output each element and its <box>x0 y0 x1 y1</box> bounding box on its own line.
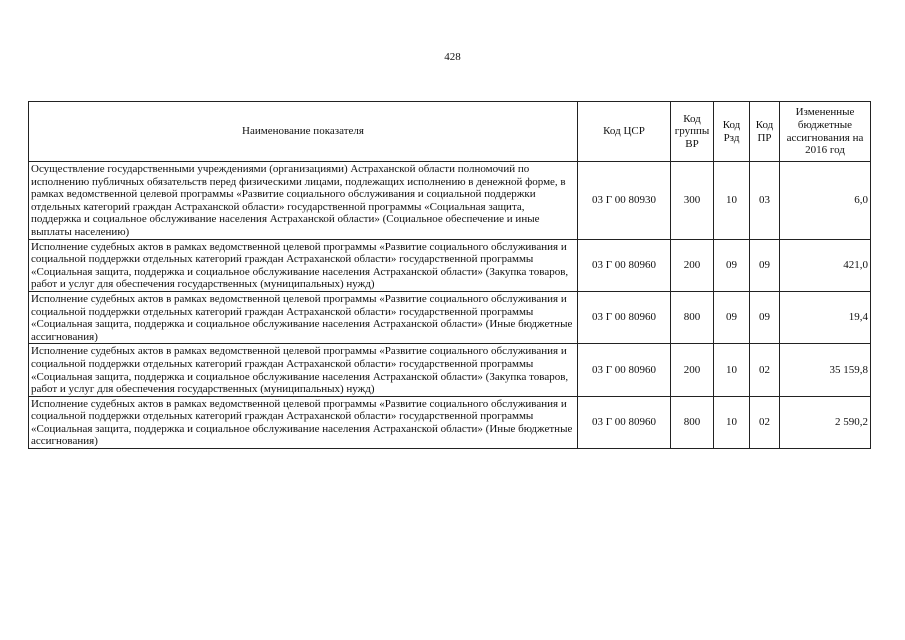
table-header-row <box>29 102 871 162</box>
row-rzd: 09 <box>714 239 750 291</box>
page-number: 428 <box>444 51 461 63</box>
table-row <box>29 239 871 291</box>
row-pr: 09 <box>750 291 780 343</box>
row-name: Исполнение судебных актов в рамках ведомственной целевой программы «Развитие социального обслуживания и социальной поддержки отдельных категорий граждан Астраханской области» государственной программы «Социальная защита, поддержка и социальное обслуживание населения Астраханской области» (Иные бюджетные ассигнования) <box>29 291 578 343</box>
row-csr: 03 Г 00 80930 <box>578 162 671 240</box>
row-csr: 03 Г 00 80960 <box>578 344 671 396</box>
header-vr: Код группы ВР <box>671 102 714 162</box>
header-name: Наименование показателя <box>29 102 578 162</box>
row-csr: 03 Г 00 80960 <box>578 291 671 343</box>
row-rzd: 09 <box>714 291 750 343</box>
row-name: Исполнение судебных актов в рамках ведомственной целевой программы «Развитие социального обслуживания и социальной поддержки отдельных категорий граждан Астраханской области» государственной программы «Социальная защита, поддержка и социальное обслуживание населения Астраханской области» (Закупка товаров, работ и услуг для обеспечения государственных (муниципальных) нужд) <box>29 239 578 291</box>
table-row <box>29 396 871 448</box>
row-vr: 200 <box>671 239 714 291</box>
row-pr: 03 <box>750 162 780 240</box>
row-pr: 09 <box>750 239 780 291</box>
table-row <box>29 291 871 343</box>
row-amount: 2 590,2 <box>780 396 871 448</box>
row-csr: 03 Г 00 80960 <box>578 239 671 291</box>
row-name: Исполнение судебных актов в рамках ведомственной целевой программы «Развитие социального обслуживания и социальной поддержки отдельных категорий граждан Астраханской области» государственной программы «Социальная защита, поддержка и социальное обслуживание населения Астраханской области» (Закупка товаров, работ и услуг для обеспечения государственных (муниципальных) нужд) <box>29 344 578 396</box>
row-pr: 02 <box>750 396 780 448</box>
row-rzd: 10 <box>714 344 750 396</box>
row-vr: 800 <box>671 291 714 343</box>
header-csr: Код ЦСР <box>578 102 671 162</box>
header-amount: Измененные бюджетные ассигнования на 2016 год <box>780 102 871 162</box>
table-row <box>29 162 871 240</box>
budget-table <box>28 101 871 449</box>
row-rzd: 10 <box>714 396 750 448</box>
row-vr: 800 <box>671 396 714 448</box>
row-csr: 03 Г 00 80960 <box>578 396 671 448</box>
row-rzd: 10 <box>714 162 750 240</box>
row-vr: 300 <box>671 162 714 240</box>
table-row <box>29 344 871 396</box>
row-name: Осуществление государственными учреждениями (организациями) Астраханской области полномочий по исполнению публичных обязательств перед физическими лицами, подлежащих исполнению в денежной форме, в рамках ведомственной целевой программы «Развитие социального обслуживания и социальной поддержки отдельных категорий граждан Астраханской области» государственной программы «Социальная защита, поддержка и социальное обслуживание населения Астраханской области» (Социальное обеспечение и иные выплаты населению) <box>29 162 578 240</box>
row-pr: 02 <box>750 344 780 396</box>
header-pr: Код ПР <box>750 102 780 162</box>
header-rzd: Код Рзд <box>714 102 750 162</box>
row-amount: 19,4 <box>780 291 871 343</box>
row-name: Исполнение судебных актов в рамках ведомственной целевой программы «Развитие социального обслуживания и социальной поддержки отдельных категорий граждан Астраханской области» государственной программы «Социальная защита, поддержка и социальное обслуживание населения Астраханской области» (Иные бюджетные ассигнования) <box>29 396 578 448</box>
row-amount: 35 159,8 <box>780 344 871 396</box>
row-vr: 200 <box>671 344 714 396</box>
row-amount: 421,0 <box>780 239 871 291</box>
row-amount: 6,0 <box>780 162 871 240</box>
